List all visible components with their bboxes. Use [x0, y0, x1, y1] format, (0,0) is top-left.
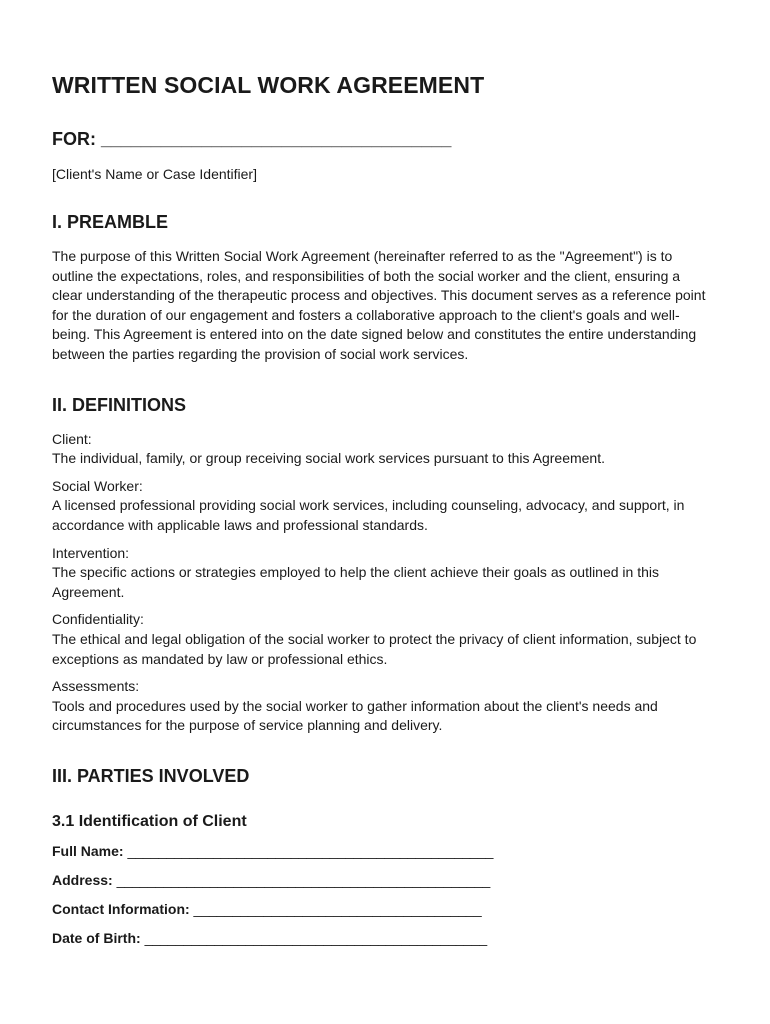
field-label: Address:: [52, 871, 113, 888]
document-title: WRITTEN SOCIAL WORK AGREEMENT: [52, 72, 485, 98]
address-field: [52, 870, 710, 890]
field-label: Date of Birth:: [52, 929, 141, 946]
definition-intervention: [52, 544, 710, 603]
definition-term: Client:: [52, 430, 92, 447]
parties-heading: III. PARTIES INVOLVED: [52, 765, 250, 786]
definition-text: Tools and procedures used by the social worker to gather information about the client's needs and circumstances for the purpose of service planning and delivery.: [52, 697, 658, 734]
definition-text: The individual, family, or group receiving social work services pursuant to this Agreement.: [52, 450, 605, 467]
definition-confidentiality: [52, 610, 710, 669]
field-label: Full Name:: [52, 842, 124, 859]
definitions-list: [52, 430, 710, 736]
date-of-birth-field: [52, 928, 710, 948]
definitions-heading: II. DEFINITIONS: [52, 394, 187, 415]
contact-information-field: [52, 899, 710, 919]
for-line: FOR: ___________________________________: [52, 129, 452, 149]
full-name-field: [52, 841, 710, 861]
client-identification-heading: 3.1 Identification of Client: [52, 812, 247, 830]
preamble-text: The purpose of this Written Social Work Agreement (hereinafter referred to as the "Agreement") is to outline the expectations, roles, and responsibilities of both the social worker and the client, ensuring a clear understanding of the therapeutic process and objectives. This document serves as a reference point for the duration of our engagement and fosters a collaborative approach to the client's goals and well-being. This Agreement is entered into on the date signed below and constitutes the entire understanding between the parties regarding the provision of social work services.: [52, 248, 706, 362]
definition-term: Confidentiality:: [52, 611, 144, 628]
client-identifier-hint: [Client's Name or Case Identifier]: [52, 166, 257, 182]
field-label: Contact Information:: [52, 900, 190, 917]
definition-assessments: [52, 677, 710, 736]
definition-term: Social Worker:: [52, 477, 143, 494]
field-blank-line: _____________________________________: [193, 900, 482, 917]
field-blank-line: ____________________________________________: [144, 929, 488, 946]
field-blank-line: ________________________________________________: [116, 871, 491, 888]
definition-term: Intervention:: [52, 544, 130, 561]
definition-term: Assessments:: [52, 678, 140, 695]
definition-client: [52, 430, 710, 469]
preamble-heading: I. PREAMBLE: [52, 212, 169, 232]
field-blank-line: _______________________________________________: [127, 842, 494, 859]
definition-social-worker: [52, 477, 710, 536]
definition-text: The ethical and legal obligation of the social worker to protect the privacy of client information, subject to exceptions as mandated by law or professional ethics.: [52, 630, 697, 667]
client-fields: [52, 841, 710, 948]
definition-text: The specific actions or strategies employed to help the client achieve their goals as outlined in this Agreement.: [52, 564, 660, 600]
definition-text: A licensed professional providing social work services, including counseling, advocacy, and support, in accordance with applicable laws and professional standards.: [52, 497, 685, 533]
